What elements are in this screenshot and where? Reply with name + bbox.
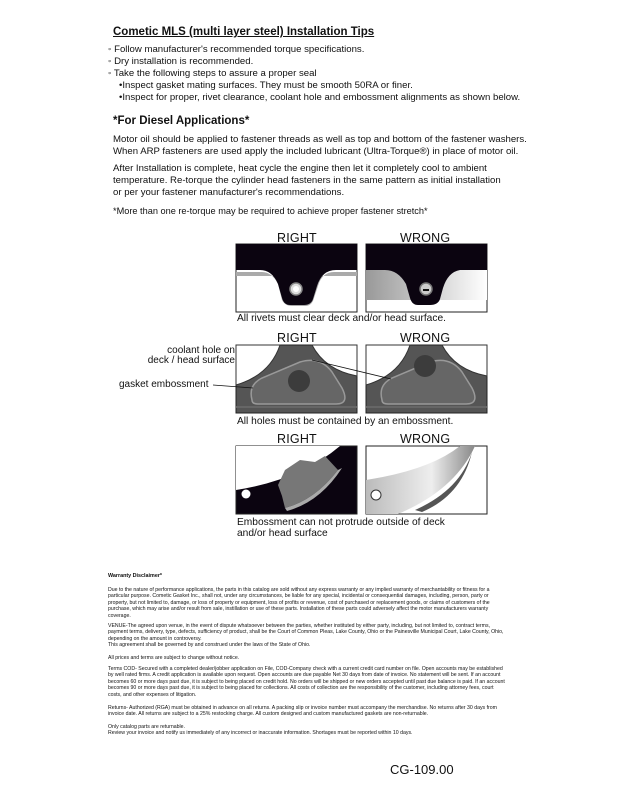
- callout-text: coolant hole on: [167, 345, 235, 356]
- diesel-para: After Installation is complete, heat cycle the engine then let it completely cool to ambient: [113, 163, 487, 174]
- tip-text: Follow manufacturer's recommended torque specifications.: [114, 44, 365, 55]
- coolant-hole-wrong-diagram: [366, 345, 487, 413]
- warranty-heading: Warranty Disclaimer*: [108, 573, 163, 579]
- caption-holes: All holes must be contained by an embossment.: [237, 416, 454, 427]
- rivet-right-diagram: [236, 244, 357, 312]
- caption-embossment: and/or head surface: [237, 528, 328, 539]
- warranty-paragraph: VENUE-The agreed upon venue, in the event of dispute whatsoever between the parties, whether instituted by either party, including, but not limited to, contract terms, payment terms, delivery, type, defects, sufficiency of product, shall be the Court of Common Pleas, Lake County, Ohio or the Painesville Municipal Court, Lake County, Ohio, depending on the amount in controversy. This agreement shall be governed by and construed under the laws of the State of Ohio.: [108, 623, 504, 649]
- embossment-wrong-diagram: [366, 446, 487, 514]
- warranty-paragraph: Returns- Authorized (RGA) must be obtained in advance on all returns. A packing slip or invoice number must accompany the merchandise. No returns after 30 days from invoice date. All returns are subject to a 25% restocking charge. All custom designed and custom manufactured gaskets are non-returnable.: [108, 705, 497, 718]
- callout-embossment: gasket embossment: [119, 379, 209, 390]
- right-label: RIGHT: [277, 432, 317, 446]
- diesel-heading: *For Diesel Applications*: [113, 115, 250, 127]
- diesel-note: *More than one re-torque may be required to achieve proper fastener stretch*: [113, 206, 428, 216]
- tip-item: ◦ Dry installation is recommended.: [108, 56, 254, 67]
- page-code: CG-109.00: [390, 762, 454, 777]
- caption-rivets: All rivets must clear deck and/or head surface.: [237, 313, 446, 324]
- subtip-item: •Inspect gasket mating surfaces. They must be smooth 50RA or finer.: [119, 80, 413, 91]
- warranty-paragraph: Due to the nature of performance applications, the parts in this catalog are sold without any express warranty or any implied warranty of merchantability or fitness for a particular purpose. Cometic Gasket Inc., shall not, under any circumstances, be liable for any special, incidental or consequential damages, including, person, party or property, but not limited to, damage, or loss of property or equipment, loss of profits or revenue, cost of purchased or replacement goods, or claims of customers of the purchase, which may arise and/or result from sale, instillation or use of these parts. Installation of these parts could adversely affect the motor manufacturers warranty coverage.: [108, 587, 490, 619]
- wrong-label: WRONG: [400, 331, 451, 345]
- right-label: RIGHT: [277, 231, 317, 245]
- callout-text: deck / head surface: [147, 355, 235, 366]
- subtip-text: Inspect gasket mating surfaces. They must be smooth 50RA or finer.: [122, 80, 413, 91]
- callout-coolant-hole: [120, 346, 235, 366]
- tip-text: Dry installation is recommended.: [114, 56, 254, 67]
- wrong-label: WRONG: [400, 231, 451, 245]
- warranty-paragraph: All prices and terms are subject to change without notice.: [108, 655, 240, 661]
- tip-item: ◦ Follow manufacturer's recommended torque specifications.: [108, 44, 365, 55]
- rivet-wrong-diagram: [366, 244, 487, 312]
- diesel-para: Motor oil should be applied to fastener threads as well as top and bottom of the fastener washers.: [113, 134, 527, 145]
- coolant-hole-right-diagram: [236, 345, 357, 413]
- tip-item: ◦ Take the following steps to assure a proper seal: [108, 68, 317, 79]
- caption-embossment: Embossment can not protrude outside of deck: [237, 517, 445, 528]
- right-label: RIGHT: [277, 331, 317, 345]
- subtip-item: •Inspect for proper, rivet clearance, coolant hole and embossment alignments as shown below.: [119, 92, 521, 103]
- tip-text: Take the following steps to assure a proper seal: [113, 68, 317, 79]
- diesel-para: When ARP fasteners are used apply the included lubricant (Ultra-Torque®) in place of motor oil.: [113, 146, 519, 157]
- wrong-label: WRONG: [400, 432, 451, 446]
- diesel-para: temperature. Re-torque the cylinder head fasteners in the same pattern as initial installation: [113, 175, 501, 186]
- embossment-right-diagram: [236, 446, 357, 514]
- subtip-text: Inspect for proper, rivet clearance, coolant hole and embossment alignments as shown below.: [122, 92, 521, 103]
- page-title: Cometic MLS (multi layer steel) Installation Tips: [113, 26, 375, 38]
- diesel-para: or per your fastener manufacturer's recommendations.: [113, 187, 345, 198]
- warranty-paragraph: Terms COD- Secured with a completed dealer/jobber application on File, COD-Company check with a current credit card number on file. Open accounts may be established by well rated firms. A credit application is available upon request. Open accounts are due payable Net 30 days from date of invoice. No statement will be sent. If an account becomes 60 or more days past due, it is subject to being placed on credit hold. No orders will be shipped or new orders accepted until past due balance is paid. If an account becomes 90 or more days past due, it is subject to being placed for collections. All costs of collection are the responsibility of the customer, including attorney fees, court costs, and other expenses of litigation.: [108, 666, 505, 698]
- warranty-paragraph: Only catalog parts are returnable. Review your invoice and notify us immediately of any incorrect or inaccurate information. Shortages must be reported within 10 days.: [108, 724, 413, 737]
